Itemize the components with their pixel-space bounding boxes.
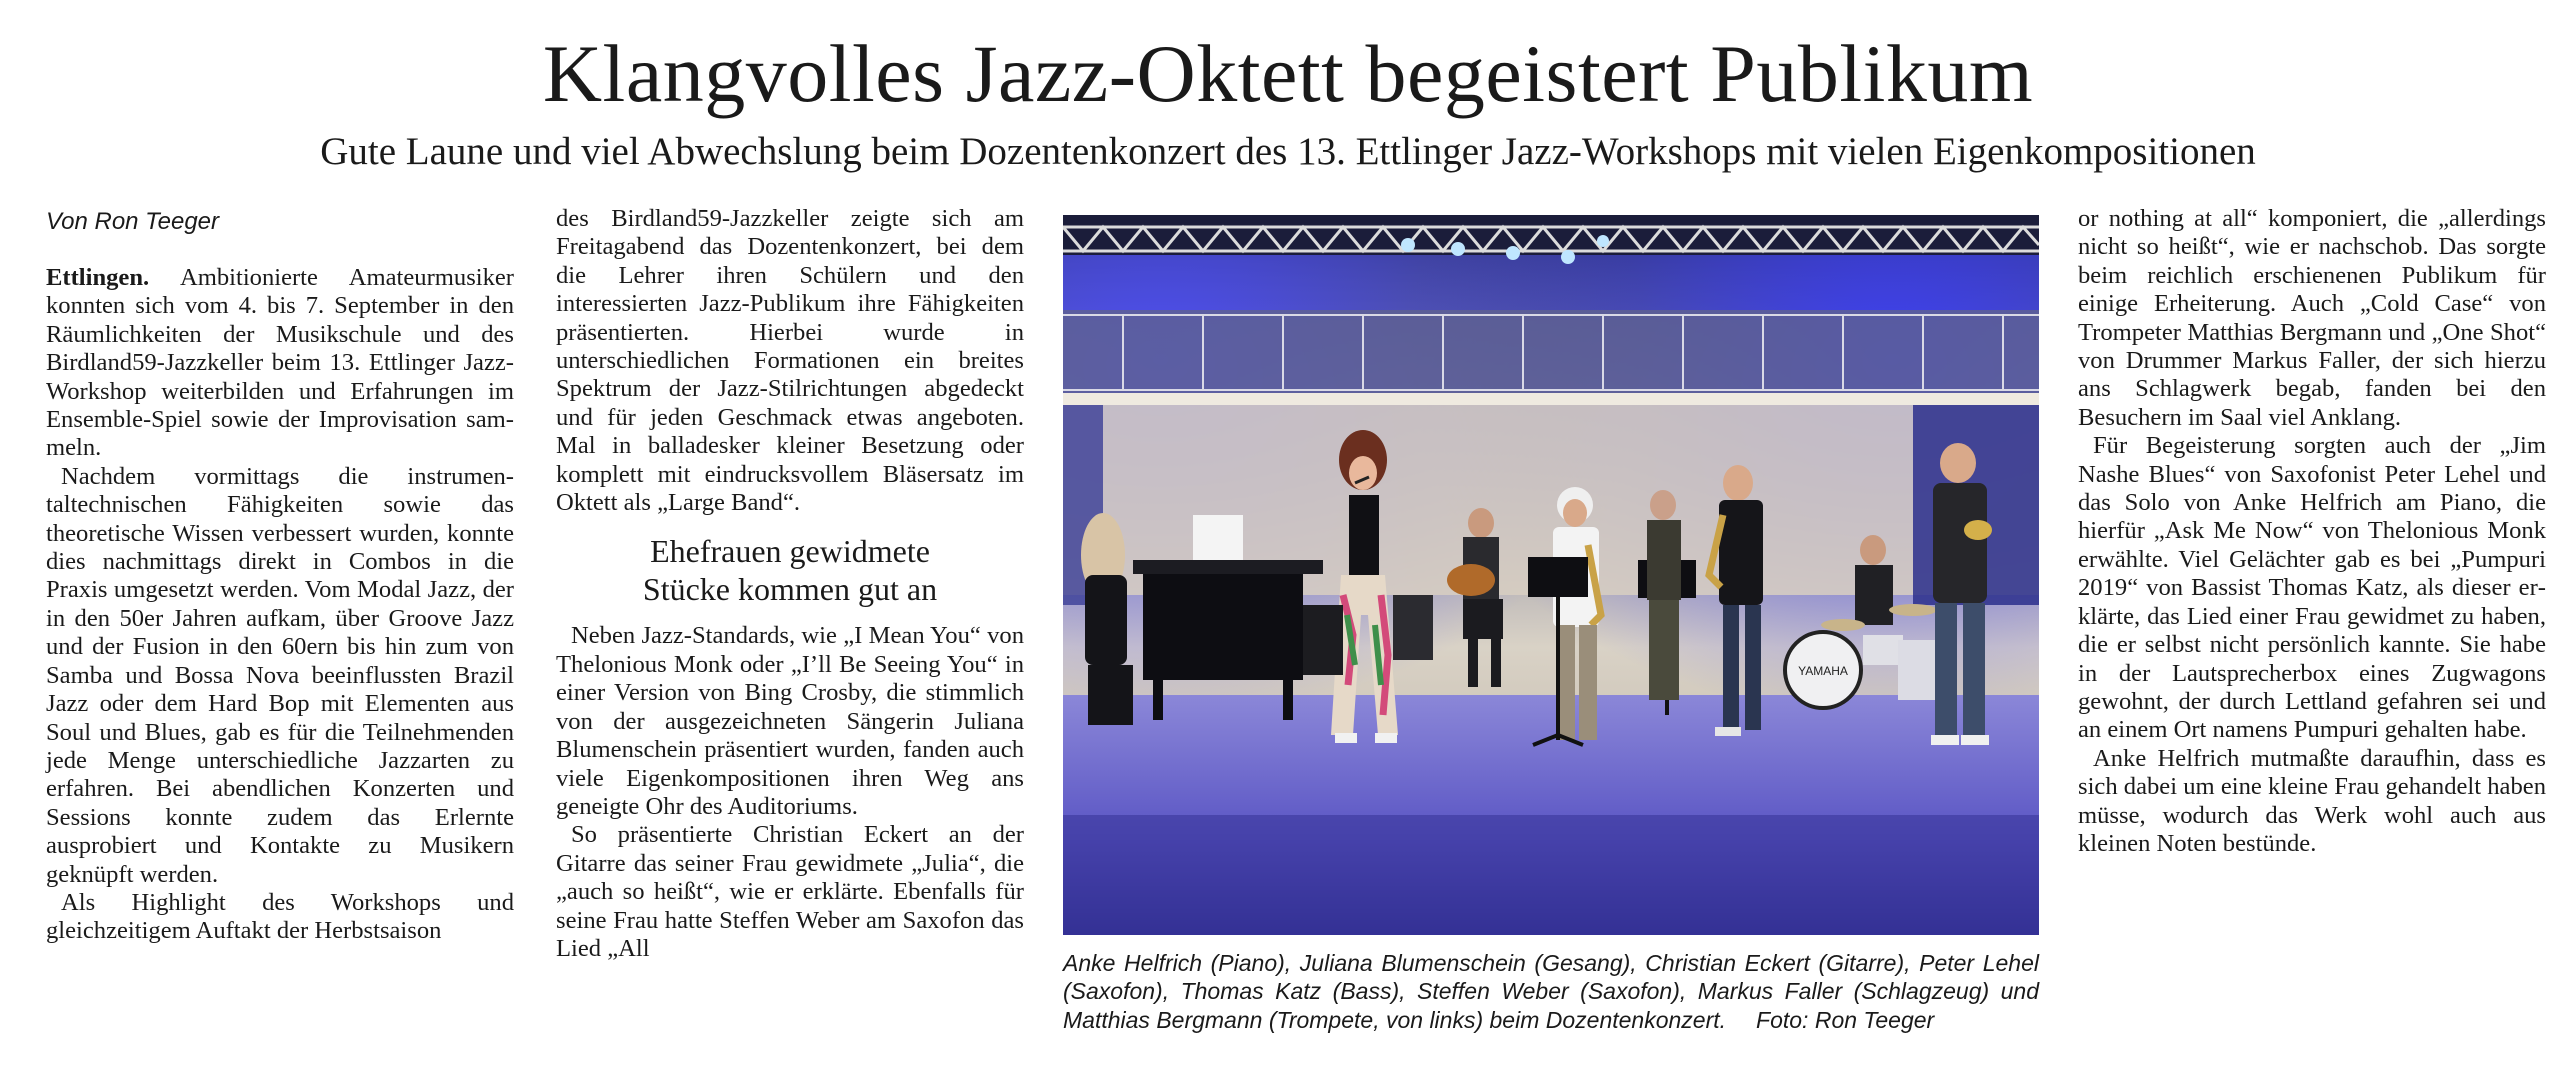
paragraph-text: Ambitionierte Amateurmusiker konnten sich vom 4. bis 7. September in den Räumlichkeiten der Musikschule und des Birdland59-Jazzkeller beim 13. Ettlinger Jazz-Workshop weiterbilden und Erfahrungen im Ensemble-Spiel sowie der Improvisation sammeln. bbox=[46, 264, 514, 462]
subheading-line: Stücke kommen gut an bbox=[642, 571, 938, 608]
dateline: Ettlingen. bbox=[46, 264, 150, 291]
balcony bbox=[1063, 310, 2039, 395]
paragraph: Neben Jazz-Standards, wie „I Mean You“ von Thelonious Monk oder „I’ll Be Seeing You“ in einer Version von Bing Crosby, die stimmlich von der ausgezeichneten Sängerin Juliana Blumenschein präsentiert wurden, fanden auch viele Eigenkompositionen ihren Weg ans geneigte Ohr des Auditoriums. bbox=[556, 622, 1024, 820]
section-subheading bbox=[556, 532, 1024, 608]
caption-text: Anke Helfrich (Piano), Juliana Blumenschein (Gesang), Christian Eckert (Gitarre), Peter Lehel (Saxofon), Thomas Katz (Bass), Steffen Weber (Saxofon), Markus Faller (Schlagzeug) und Matthias Bergmann (Trompete, von links) beim Dozentenkonzert. bbox=[1063, 950, 2039, 1033]
paragraph: Nachdem vormittags die instrumentaltechnischen Fähigkeiten sowie das theoretische Wissen verbessert wurden, konnte dies nachmittags direkt in Combos in die Praxis umgesetzt werden. Vom Modal Jazz, der in den 50er Jahren aufkam, über Groove Jazz und der Fusion in den 60ern bis hin zum von Samba und Bossa Nova beeinflussten Brazil Jazz oder dem Hard Bop mit Elementen aus Soul und Blues, gab es für die Teilnehmenden jede Menge unterschiedliche Jazzarten zu erfahren. Bei abendlichen Konzerten und Sessions konnte zudem das Erlernte ausprobiert und Kontakte zu Musikern geknüpft werden. bbox=[46, 462, 514, 888]
subheadline: Gute Laune und viel Abwechslung beim Dozentenkonzert des 13. Ettlinger Jazz-Workshops mit vielen Eigenkompositionen bbox=[320, 130, 2256, 173]
concert-photo bbox=[1063, 215, 2039, 935]
paragraph bbox=[46, 264, 514, 463]
paragraph: Als Highlight des Workshops und gleichzeitigem Auftakt der Herbstsaison bbox=[46, 888, 514, 945]
article-column-1 bbox=[46, 205, 514, 946]
photo-caption bbox=[1063, 949, 2039, 1034]
subheading-line: Ehefrauen gewidmete bbox=[650, 533, 930, 570]
article-column-2 bbox=[556, 205, 1024, 963]
paragraph: des Birdland59-Jazzkeller zeigte sich am Freitagabend das Dozentenkonzert, bei dem die Lehrer ihren Schülern und den interessierten Jazz-Publikum ihre Fähigkeiten präsentierten. Hierbei wurde in unterschiedlichen Formationen ein breites Spektrum der Jazz-Stilrichtungen abgedeckt und für jeden Geschmack etwas angeboten. Mal in balladesker kleiner Besetzung oder komplett mit eindrucksvollem Bläsersatz im Oktett als „Large Band“. bbox=[556, 205, 1024, 517]
article-column-3 bbox=[2078, 205, 2546, 858]
paragraph: Anke Helfrich mutmaßte daraufhin, dass es sich dabei um eine kleine Frau gehandelt haben müsse, wodurch das Werk wohl auch aus kleinen Noten bestünde. bbox=[2078, 744, 2546, 857]
headline: Klangvolles Jazz-Oktett begeistert Publikum bbox=[542, 28, 2034, 119]
paragraph: or nothing at all“ komponiert, die „allerdings nicht so heißt“, wie er nachschob. Das sorgte beim reichlich erschienenen Publikum für einige Erheiterung. Auch „Cold Case“ von Trompeter Matthias Bergmann und „One Shot“ von Drummer Markus Faller, der sich hierzu ans Schlagwerk begab, fanden bei den Besuchern im Saal viel Anklang. bbox=[2078, 205, 2546, 431]
amplifier bbox=[1393, 595, 1433, 660]
byline: Von Ron Teeger bbox=[46, 208, 220, 235]
drum-brand-label: YAMAHA bbox=[1798, 664, 1848, 678]
speaker bbox=[1303, 605, 1343, 675]
bassist-figure bbox=[1647, 490, 1681, 700]
photo-credit: Foto: Ron Teeger bbox=[1756, 1006, 1935, 1033]
paragraph: Für Begeisterung sorgten auch der „Jim Nashe Blues“ von Saxofonist Peter Lehel und das Solo von Anke Helfrich am Piano, die hierfür „Ask Me Now“ von Thelonious Monk erwählte. Viel Gelächter gab es bei „Pumpuri 2019“ von Bassist Thomas Katz, als dieser erklärte, das Lied einer Frau gewidmet zu haben, die er selbst nicht persönlich kannte. Sie habe in der Lautsprecherbox eines Zugwagons gewohnt, der durch Lettland gefahren sei und an einem Ort namens Pumpuri gehalten habe. bbox=[2078, 432, 2546, 744]
paragraph: So präsentierte Christian Eckert an der Gitarre das seiner Frau gewidmete „Julia“, die „auch so heißt“, wie er erklärte. Ebenfalls für seine Frau hatte Steffen Weber am Saxofon das Lied „All bbox=[556, 821, 1024, 962]
